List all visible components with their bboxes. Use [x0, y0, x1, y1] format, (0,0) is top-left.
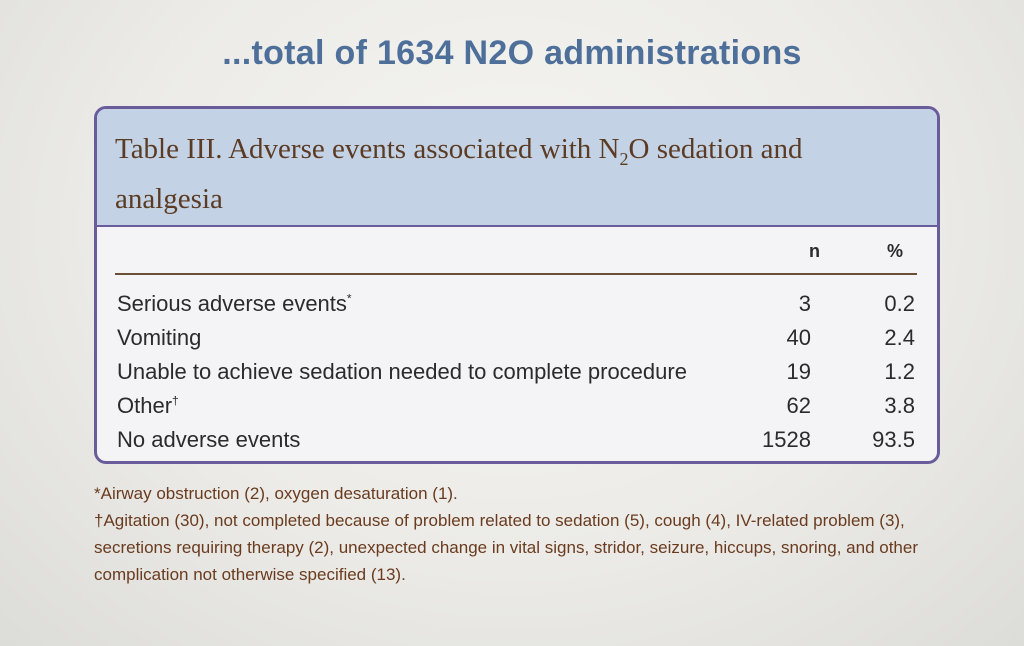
table-row [117, 321, 915, 355]
row-n: 3 [798, 291, 811, 316]
table-row [117, 355, 915, 389]
footnote-mark: † [172, 393, 179, 408]
row-label: Serious adverse events [117, 291, 347, 316]
caption-subscript: 2 [619, 148, 629, 169]
footnote-serious: *Airway obstruction (2), oxygen desaturation (1). [94, 484, 458, 503]
row-percent: 93.5 [872, 427, 915, 452]
table-row [117, 423, 915, 457]
row-n: 1528 [762, 427, 811, 452]
row-percent: 0.2 [884, 291, 915, 316]
caption-prefix: Table III. Adverse events associated with N [115, 133, 620, 165]
table-row [117, 389, 915, 423]
table-row [117, 287, 915, 321]
footnote-mark: * [346, 291, 352, 306]
row-percent: 2.4 [884, 325, 915, 350]
data-table [94, 106, 940, 464]
row-n: 62 [786, 393, 811, 418]
row-n: 40 [786, 325, 811, 350]
row-percent: 3.8 [884, 393, 915, 418]
caption-suffix: O sedation and analgesia [115, 133, 803, 215]
column-header-n: n [809, 241, 820, 261]
row-label: No adverse events [117, 427, 301, 452]
header-rule [115, 273, 917, 275]
table-body [117, 287, 915, 457]
slide-title: ...total of 1634 N2O administrations [222, 34, 802, 72]
row-label: Other [117, 393, 173, 418]
footnote-other: †Agitation (30), not completed because of problem related to sedation (5), cough (4), IV-related problem (3), secretions requiring therapy (2), unexpected change in vital signs, stridor, seizure, hiccups, snoring, and other complication not otherwise specified (13). [94, 511, 919, 584]
row-label: Unable to achieve sedation needed to complete procedure [117, 359, 687, 384]
table-caption [97, 109, 937, 227]
column-header-percent: % [887, 241, 904, 261]
row-label: Vomiting [117, 325, 202, 350]
row-n: 19 [786, 359, 811, 384]
row-percent: 1.2 [884, 359, 915, 384]
table-footnotes [94, 480, 974, 588]
